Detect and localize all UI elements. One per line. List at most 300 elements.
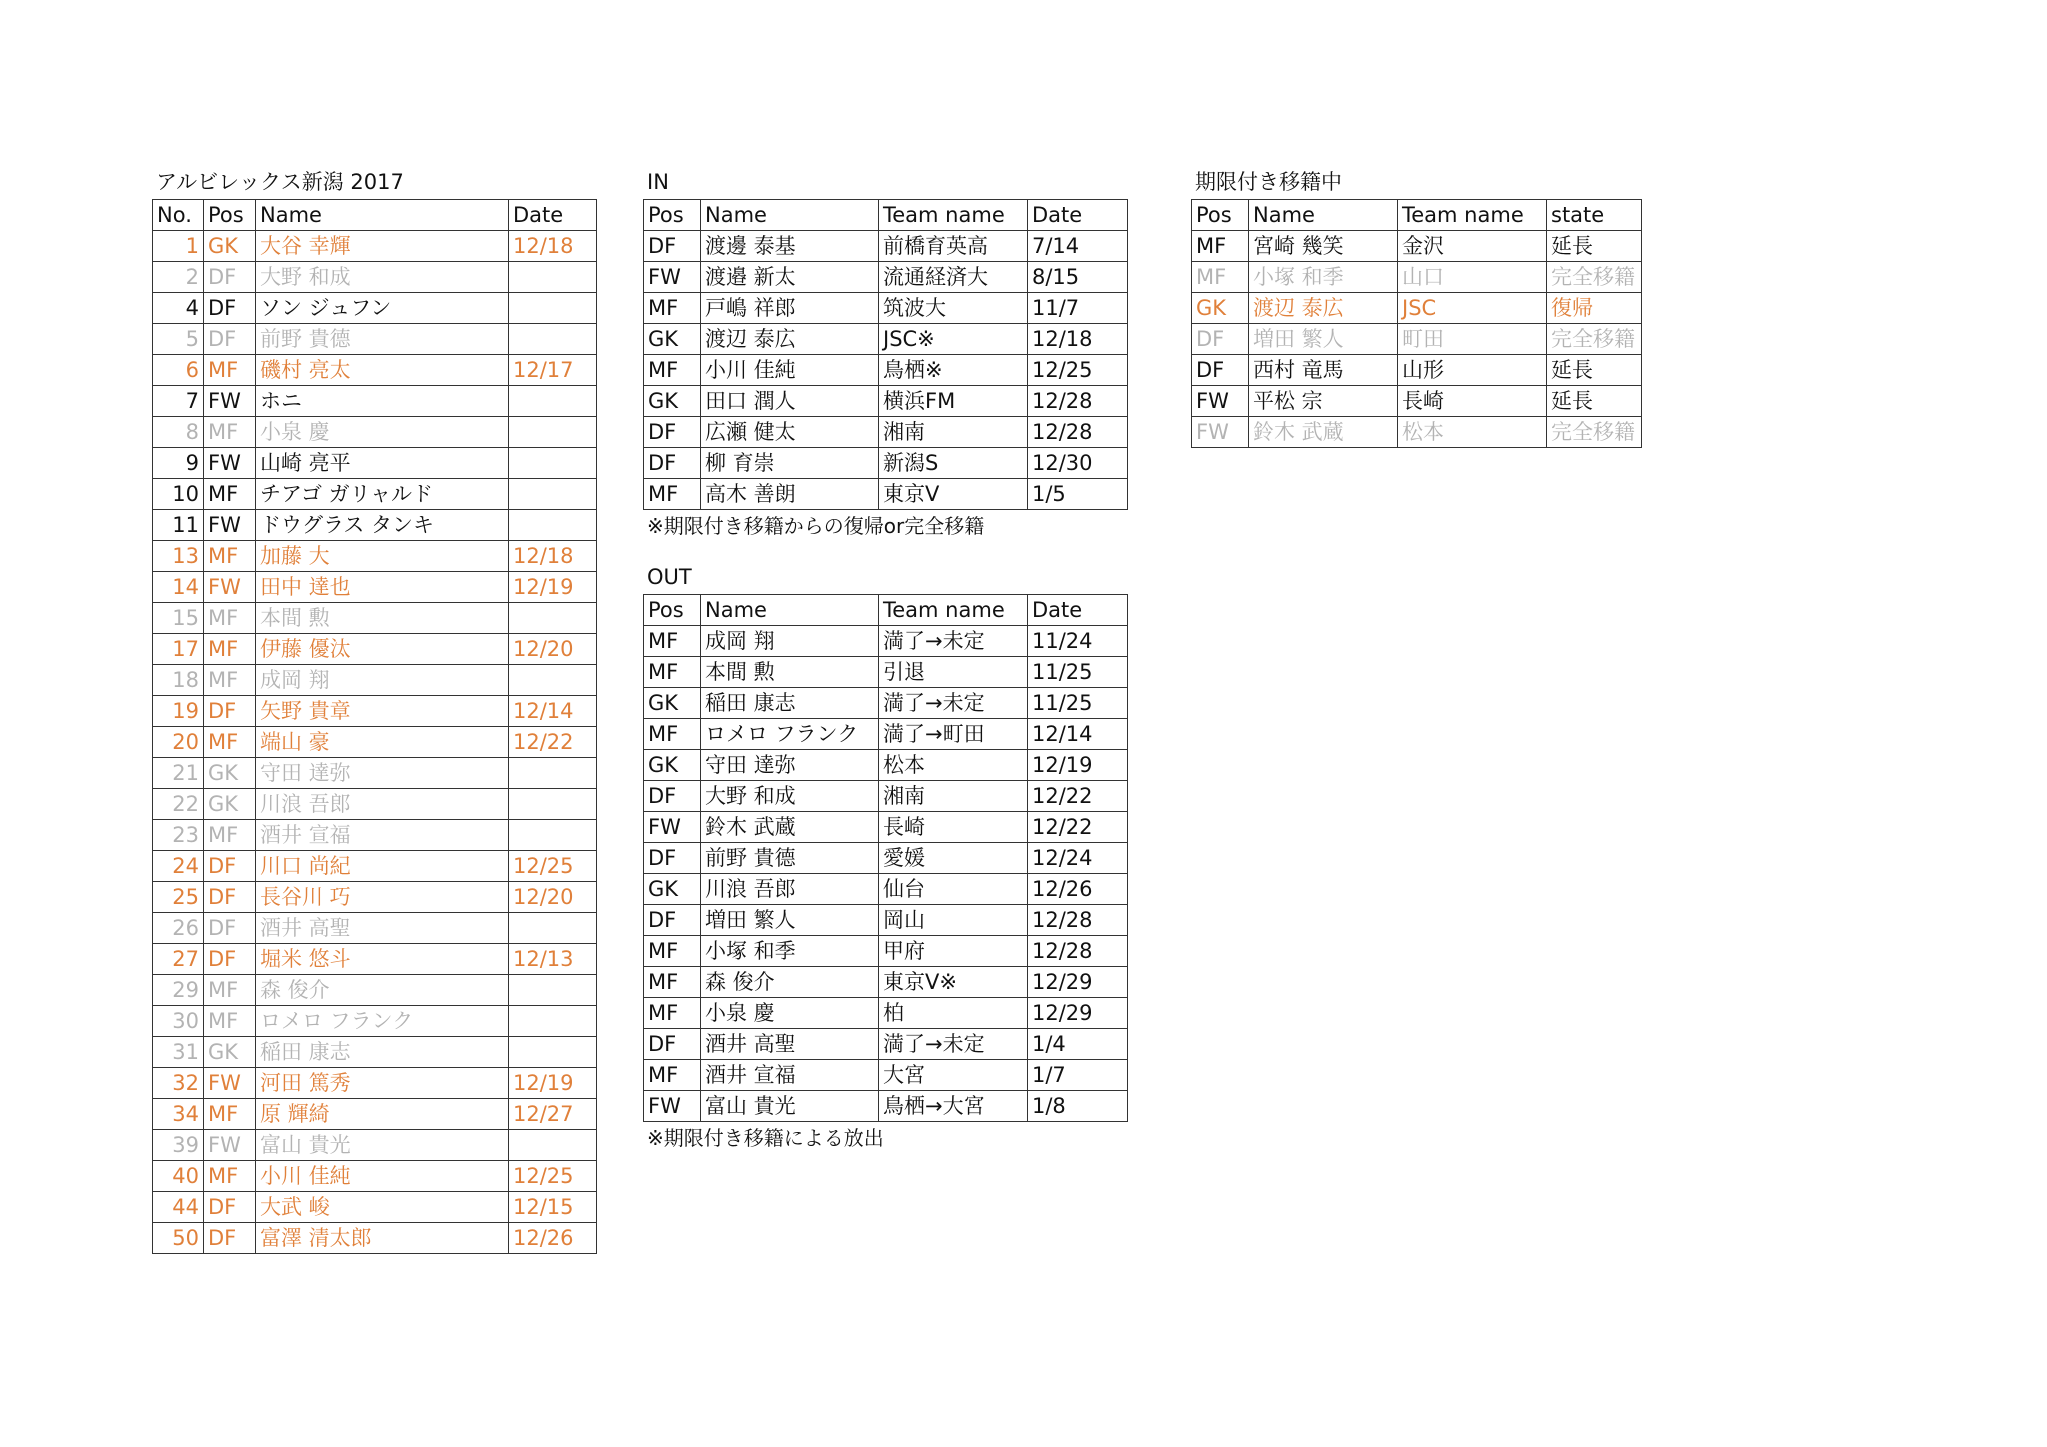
cell-name: ホニ	[256, 386, 509, 417]
cell-name: ロメロ フランク	[256, 1006, 509, 1037]
loan-header-row	[1192, 200, 1642, 231]
cell-name: 広瀬 健太	[701, 417, 879, 448]
cell-team: 流通経済大	[879, 262, 1028, 293]
header-date: Date	[1028, 200, 1128, 231]
cell-name: 伊藤 優汰	[256, 634, 509, 665]
cell-pos: MF	[204, 1099, 256, 1130]
cell-date: 12/28	[1028, 905, 1128, 936]
cell-name: 戸嶋 祥郎	[701, 293, 879, 324]
cell-pos: MF	[204, 820, 256, 851]
in-header-row	[644, 200, 1128, 231]
cell-pos: FW	[1192, 386, 1249, 417]
cell-date: 12/20	[509, 882, 597, 913]
cell-no: 9	[153, 448, 204, 479]
cell-name: 大武 峻	[256, 1192, 509, 1223]
cell-date	[509, 417, 597, 448]
cell-date: 12/27	[509, 1099, 597, 1130]
cell-name: 端山 豪	[256, 727, 509, 758]
cell-no: 34	[153, 1099, 204, 1130]
in-title: IN	[647, 170, 669, 194]
cell-no: 10	[153, 479, 204, 510]
cell-pos: DF	[204, 696, 256, 727]
table-row	[153, 634, 597, 665]
table-row	[644, 1060, 1128, 1091]
table-row	[644, 936, 1128, 967]
cell-no: 13	[153, 541, 204, 572]
cell-no: 5	[153, 324, 204, 355]
cell-date: 12/22	[1028, 781, 1128, 812]
cell-pos: FW	[644, 812, 701, 843]
cell-name: 加藤 大	[256, 541, 509, 572]
cell-state: 延長	[1547, 386, 1642, 417]
cell-team: 愛媛	[879, 843, 1028, 874]
cell-team: 松本	[879, 750, 1028, 781]
cell-pos: MF	[644, 936, 701, 967]
cell-date: 1/7	[1028, 1060, 1128, 1091]
header-date: Date	[509, 200, 597, 231]
cell-no: 19	[153, 696, 204, 727]
table-row	[153, 851, 597, 882]
cell-date	[509, 479, 597, 510]
cell-state: 完全移籍	[1547, 417, 1642, 448]
cell-name: ソン ジュフン	[256, 293, 509, 324]
table-row	[644, 293, 1128, 324]
table-row	[153, 324, 597, 355]
cell-name: 増田 繁人	[1249, 324, 1398, 355]
cell-date: 12/26	[509, 1223, 597, 1254]
table-row	[153, 572, 597, 603]
cell-no: 14	[153, 572, 204, 603]
cell-date: 12/18	[1028, 324, 1128, 355]
cell-pos: GK	[644, 386, 701, 417]
table-row	[153, 1099, 597, 1130]
cell-pos: DF	[204, 262, 256, 293]
table-row	[153, 665, 597, 696]
cell-pos: MF	[204, 603, 256, 634]
out-section	[643, 561, 1128, 1155]
cell-name: 柳 育崇	[701, 448, 879, 479]
header-name: Name	[701, 200, 879, 231]
cell-pos: MF	[644, 293, 701, 324]
table-row	[153, 913, 597, 944]
cell-pos: GK	[204, 1037, 256, 1068]
table-row	[153, 479, 597, 510]
cell-team: 長崎	[879, 812, 1028, 843]
cell-name: 稲田 康志	[701, 688, 879, 719]
cell-no: 32	[153, 1068, 204, 1099]
table-row	[644, 812, 1128, 843]
cell-no: 40	[153, 1161, 204, 1192]
cell-state: 延長	[1547, 231, 1642, 262]
cell-name: 小塚 和季	[701, 936, 879, 967]
cell-team: 山形	[1398, 355, 1547, 386]
table-row	[644, 479, 1128, 510]
cell-date	[509, 324, 597, 355]
cell-date: 12/22	[509, 727, 597, 758]
table-row	[153, 1223, 597, 1254]
cell-name: 本間 勲	[256, 603, 509, 634]
header-pos: Pos	[1192, 200, 1249, 231]
cell-team: 筑波大	[879, 293, 1028, 324]
cell-date: 11/24	[1028, 626, 1128, 657]
cell-pos: GK	[644, 324, 701, 355]
table-row	[644, 719, 1128, 750]
cell-team: 金沢	[1398, 231, 1547, 262]
cell-name: 矢野 貴章	[256, 696, 509, 727]
cell-pos: FW	[204, 572, 256, 603]
cell-name: 守田 達弥	[256, 758, 509, 789]
table-row	[153, 820, 597, 851]
table-row	[153, 882, 597, 913]
cell-no: 31	[153, 1037, 204, 1068]
cell-pos: DF	[1192, 324, 1249, 355]
table-row	[1192, 417, 1642, 448]
in-section	[643, 166, 1128, 543]
cell-name: 小泉 慶	[701, 998, 879, 1029]
cell-pos: GK	[204, 231, 256, 262]
cell-date	[509, 975, 597, 1006]
cell-no: 18	[153, 665, 204, 696]
cell-team: 鳥栖→大宮	[879, 1091, 1028, 1122]
header-pos: Pos	[644, 200, 701, 231]
cell-team: 鳥栖※	[879, 355, 1028, 386]
cell-name: 長谷川 巧	[256, 882, 509, 913]
table-row	[153, 1037, 597, 1068]
cell-team: 湘南	[879, 417, 1028, 448]
cell-date	[509, 386, 597, 417]
cell-pos: FW	[204, 1068, 256, 1099]
cell-name: ドウグラス タンキ	[256, 510, 509, 541]
cell-pos: MF	[644, 626, 701, 657]
header-pos: Pos	[204, 200, 256, 231]
cell-pos: MF	[1192, 231, 1249, 262]
cell-name: 高木 善朗	[701, 479, 879, 510]
cell-team: 岡山	[879, 905, 1028, 936]
cell-name: 川浪 吾郎	[256, 789, 509, 820]
out-body	[644, 626, 1128, 1122]
cell-date: 7/14	[1028, 231, 1128, 262]
roster-body	[153, 231, 597, 1254]
header-name: Name	[701, 595, 879, 626]
cell-team: JSC※	[879, 324, 1028, 355]
cell-date: 1/5	[1028, 479, 1128, 510]
cell-name: 西村 竜馬	[1249, 355, 1398, 386]
cell-no: 7	[153, 386, 204, 417]
cell-name: チアゴ ガリャルド	[256, 479, 509, 510]
cell-name: 磯村 亮太	[256, 355, 509, 386]
cell-name: 増田 繁人	[701, 905, 879, 936]
cell-state: 延長	[1547, 355, 1642, 386]
header-name: Name	[256, 200, 509, 231]
cell-no: 15	[153, 603, 204, 634]
cell-date: 8/15	[1028, 262, 1128, 293]
cell-team: 山口	[1398, 262, 1547, 293]
cell-team: 満了→町田	[879, 719, 1028, 750]
table-row	[153, 727, 597, 758]
cell-name: 富澤 清太郎	[256, 1223, 509, 1254]
table-row	[644, 1091, 1128, 1122]
cell-pos: DF	[644, 231, 701, 262]
out-header-row	[644, 595, 1128, 626]
cell-name: 鈴木 武蔵	[1249, 417, 1398, 448]
table-row	[153, 355, 597, 386]
cell-state: 復帰	[1547, 293, 1642, 324]
cell-team: JSC	[1398, 293, 1547, 324]
cell-date: 12/14	[509, 696, 597, 727]
table-row	[153, 1161, 597, 1192]
cell-pos: GK	[204, 789, 256, 820]
cell-team: 東京V※	[879, 967, 1028, 998]
in-note: ※期限付き移籍からの復帰or完全移籍	[647, 514, 985, 538]
cell-pos: MF	[204, 975, 256, 1006]
cell-team: 大宮	[879, 1060, 1028, 1091]
cell-date: 12/13	[509, 944, 597, 975]
table-row	[644, 874, 1128, 905]
out-title: OUT	[647, 565, 692, 589]
cell-pos: DF	[644, 843, 701, 874]
table-row	[644, 905, 1128, 936]
cell-pos: DF	[204, 324, 256, 355]
cell-pos: GK	[204, 758, 256, 789]
cell-pos: GK	[1192, 293, 1249, 324]
roster-header-row	[153, 200, 597, 231]
table-row	[644, 448, 1128, 479]
cell-date: 12/29	[1028, 967, 1128, 998]
cell-pos: DF	[644, 417, 701, 448]
out-table	[643, 594, 1128, 1122]
cell-team: 前橋育英高	[879, 231, 1028, 262]
table-row	[644, 262, 1128, 293]
cell-date: 12/19	[509, 1068, 597, 1099]
cell-date: 1/4	[1028, 1029, 1128, 1060]
table-row	[644, 355, 1128, 386]
table-row	[153, 603, 597, 634]
table-row	[153, 1068, 597, 1099]
table-row	[644, 417, 1128, 448]
cell-name: 酒井 宣福	[256, 820, 509, 851]
header-team: Team name	[879, 200, 1028, 231]
cell-date: 11/7	[1028, 293, 1128, 324]
cell-name: 稲田 康志	[256, 1037, 509, 1068]
cell-pos: DF	[644, 448, 701, 479]
cell-name: 森 俊介	[256, 975, 509, 1006]
cell-no: 30	[153, 1006, 204, 1037]
cell-name: 渡邊 泰基	[701, 231, 879, 262]
cell-name: 田中 達也	[256, 572, 509, 603]
cell-pos: DF	[1192, 355, 1249, 386]
cell-pos: DF	[204, 882, 256, 913]
cell-team: 満了→未定	[879, 626, 1028, 657]
cell-team: 新潟S	[879, 448, 1028, 479]
cell-date	[509, 913, 597, 944]
cell-pos: DF	[204, 944, 256, 975]
cell-name: 平松 宗	[1249, 386, 1398, 417]
cell-name: 堀米 悠斗	[256, 944, 509, 975]
cell-date	[509, 665, 597, 696]
cell-date	[509, 1006, 597, 1037]
header-state: state	[1547, 200, 1642, 231]
cell-pos: MF	[644, 479, 701, 510]
cell-team: 東京V	[879, 479, 1028, 510]
cell-no: 17	[153, 634, 204, 665]
table-row	[153, 386, 597, 417]
cell-date: 11/25	[1028, 688, 1128, 719]
cell-no: 50	[153, 1223, 204, 1254]
table-row	[644, 386, 1128, 417]
cell-pos: GK	[644, 750, 701, 781]
cell-name: 大野 和成	[256, 262, 509, 293]
cell-name: 小川 佳純	[256, 1161, 509, 1192]
cell-pos: MF	[204, 479, 256, 510]
cell-pos: FW	[644, 262, 701, 293]
cell-name: 守田 達弥	[701, 750, 879, 781]
table-row	[153, 541, 597, 572]
cell-pos: DF	[204, 293, 256, 324]
cell-pos: DF	[204, 851, 256, 882]
cell-name: 川浪 吾郎	[701, 874, 879, 905]
table-row	[644, 688, 1128, 719]
cell-date: 12/18	[509, 541, 597, 572]
cell-date	[509, 448, 597, 479]
cell-name: 小泉 慶	[256, 417, 509, 448]
cell-name: 宮崎 幾笑	[1249, 231, 1398, 262]
cell-no: 1	[153, 231, 204, 262]
table-row	[153, 758, 597, 789]
cell-name: 森 俊介	[701, 967, 879, 998]
cell-name: 酒井 宣福	[701, 1060, 879, 1091]
table-row	[153, 448, 597, 479]
cell-date	[509, 789, 597, 820]
cell-name: 河田 篤秀	[256, 1068, 509, 1099]
cell-name: 川口 尚紀	[256, 851, 509, 882]
cell-no: 21	[153, 758, 204, 789]
cell-date	[509, 293, 597, 324]
cell-name: 鈴木 武蔵	[701, 812, 879, 843]
cell-no: 23	[153, 820, 204, 851]
cell-date: 1/8	[1028, 1091, 1128, 1122]
cell-date: 12/17	[509, 355, 597, 386]
cell-pos: FW	[1192, 417, 1249, 448]
out-note: ※期限付き移籍による放出	[647, 1126, 884, 1150]
cell-team: 満了→未定	[879, 688, 1028, 719]
cell-pos: MF	[644, 967, 701, 998]
cell-date	[509, 603, 597, 634]
cell-team: 長崎	[1398, 386, 1547, 417]
cell-pos: DF	[204, 913, 256, 944]
cell-date: 12/14	[1028, 719, 1128, 750]
cell-date: 12/18	[509, 231, 597, 262]
header-team: Team name	[879, 595, 1028, 626]
cell-pos: MF	[204, 634, 256, 665]
cell-pos: FW	[204, 386, 256, 417]
table-row	[153, 231, 597, 262]
cell-no: 26	[153, 913, 204, 944]
cell-date: 12/28	[1028, 386, 1128, 417]
cell-date: 12/24	[1028, 843, 1128, 874]
table-row	[153, 789, 597, 820]
cell-pos: MF	[204, 727, 256, 758]
cell-name: 本間 勲	[701, 657, 879, 688]
header-date: Date	[1028, 595, 1128, 626]
cell-pos: MF	[204, 541, 256, 572]
cell-name: 渡辺 泰広	[1249, 293, 1398, 324]
cell-no: 24	[153, 851, 204, 882]
table-row	[153, 696, 597, 727]
cell-state: 完全移籍	[1547, 324, 1642, 355]
table-row	[644, 843, 1128, 874]
loan-table	[1191, 199, 1642, 448]
table-row	[1192, 293, 1642, 324]
cell-team: 引退	[879, 657, 1028, 688]
roster-title: アルビレックス新潟 2017	[156, 170, 404, 194]
table-row	[1192, 386, 1642, 417]
cell-pos: MF	[204, 355, 256, 386]
cell-no: 20	[153, 727, 204, 758]
cell-no: 2	[153, 262, 204, 293]
cell-name: 小塚 和季	[1249, 262, 1398, 293]
table-row	[1192, 324, 1642, 355]
cell-name: 原 輝綺	[256, 1099, 509, 1130]
cell-pos: MF	[204, 417, 256, 448]
table-row	[153, 1006, 597, 1037]
cell-date: 12/25	[509, 1161, 597, 1192]
cell-team: 甲府	[879, 936, 1028, 967]
table-row	[644, 750, 1128, 781]
cell-pos: MF	[644, 355, 701, 386]
cell-name: 酒井 高聖	[256, 913, 509, 944]
loan-section	[1191, 166, 1642, 448]
table-row	[153, 975, 597, 1006]
cell-pos: MF	[644, 998, 701, 1029]
cell-pos: FW	[204, 510, 256, 541]
cell-pos: FW	[204, 448, 256, 479]
cell-date: 12/15	[509, 1192, 597, 1223]
cell-pos: DF	[204, 1223, 256, 1254]
table-row	[1192, 231, 1642, 262]
cell-team: 仙台	[879, 874, 1028, 905]
cell-pos: MF	[204, 1006, 256, 1037]
table-row	[153, 293, 597, 324]
cell-no: 11	[153, 510, 204, 541]
cell-no: 27	[153, 944, 204, 975]
cell-team: 松本	[1398, 417, 1547, 448]
cell-name: 大谷 幸輝	[256, 231, 509, 262]
table-row	[153, 510, 597, 541]
cell-date	[509, 1130, 597, 1161]
cell-name: 酒井 高聖	[701, 1029, 879, 1060]
cell-date: 11/25	[1028, 657, 1128, 688]
cell-pos: MF	[644, 1060, 701, 1091]
cell-pos: MF	[644, 719, 701, 750]
cell-name: 成岡 翔	[701, 626, 879, 657]
cell-pos: MF	[1192, 262, 1249, 293]
cell-pos: DF	[644, 905, 701, 936]
cell-team: 柏	[879, 998, 1028, 1029]
header-pos: Pos	[644, 595, 701, 626]
table-row	[1192, 355, 1642, 386]
cell-date	[509, 758, 597, 789]
cell-date: 12/19	[509, 572, 597, 603]
cell-no: 6	[153, 355, 204, 386]
cell-pos: GK	[644, 688, 701, 719]
cell-name: 成岡 翔	[256, 665, 509, 696]
cell-pos: MF	[644, 657, 701, 688]
roster-section	[152, 166, 597, 1254]
cell-date: 12/30	[1028, 448, 1128, 479]
cell-date: 12/25	[509, 851, 597, 882]
cell-team: 町田	[1398, 324, 1547, 355]
cell-date: 12/20	[509, 634, 597, 665]
